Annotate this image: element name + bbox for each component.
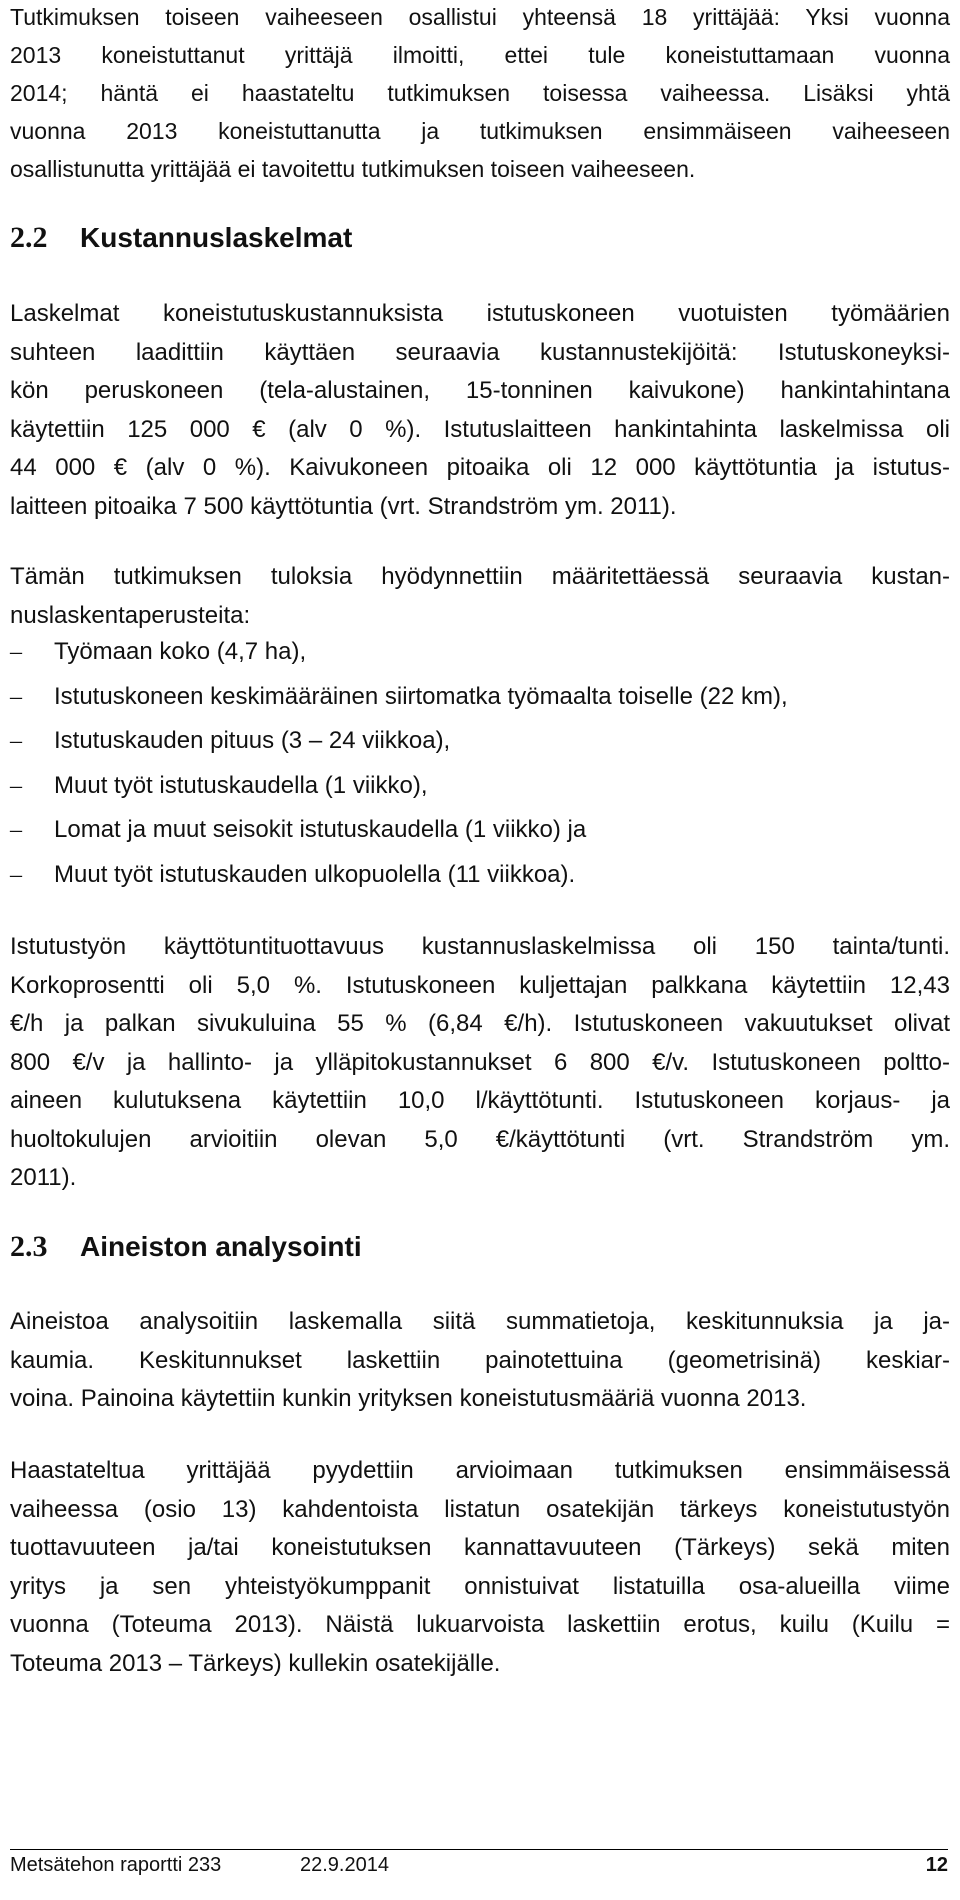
text-line: aineen kulutuksena käytettiin 10,0 l/käyttötunti. Istutuskoneen korjaus- ja	[10, 1087, 950, 1114]
text-line: nuslaskentaperusteita:	[10, 601, 251, 629]
list-item	[10, 856, 950, 901]
intro-paragraph	[10, 0, 950, 188]
text-line: 44 000 € (alv 0 %). Kaivukoneen pitoaika oli 12 000 käyttötuntia ja istutus-	[10, 454, 950, 481]
text-line: laitteen pitoaika 7 500 käyttötuntia (vrt. Strandström ym. 2011).	[10, 492, 677, 520]
text-line: vuonna (Toteuma 2013). Näistä lukuarvoista laskettiin erotus, kuilu (Kuilu =	[10, 1611, 950, 1638]
list-item-text: Istutuskauden pituus (3 – 24 viikkoa),	[54, 727, 451, 754]
section-number: 2.3	[10, 1230, 48, 1263]
report-title: Metsätehon raportti 233	[10, 1854, 222, 1876]
text-line: vuonna 2013 koneistuttanutta ja tutkimuksen ensimmäiseen vaiheeseen	[10, 118, 950, 144]
page-number: 12	[925, 1854, 948, 1876]
text-line: Tutkimuksen toiseen vaiheeseen osallistui yhteensä 18 yrittäjää: Yksi vuonna	[10, 4, 950, 30]
text-line: Laskelmat koneistutuskustannuksista istutuskoneen vuotuisten työmäärien	[10, 300, 950, 327]
text-line: 2014; häntä ei haastateltu tutkimuksen toisessa vaiheessa. Lisäksi yhtä	[10, 80, 950, 106]
dash-bullet: –	[10, 817, 22, 843]
text-line: 2011).	[10, 1164, 77, 1191]
text-line: Haastateltua yrittäjää pyydettiin arvioimaan tutkimuksen ensimmäisessä	[10, 1457, 950, 1484]
text-line: vaiheessa (osio 13) kahdentoista listatun osatekijän tärkeys koneistutustyön	[10, 1495, 950, 1523]
text-line: kön peruskoneen (tela-alustainen, 15-tonninen kaivukone) hankintahintana	[10, 377, 950, 404]
dash-bullet: –	[10, 639, 22, 665]
footer-divider	[10, 1849, 948, 1850]
section-heading-2-3	[10, 1230, 362, 1264]
calculation-basis-list	[10, 633, 950, 900]
list-item-text: Muut työt istutuskauden ulkopuolella (11 viikkoa).	[54, 860, 576, 888]
dash-bullet: –	[10, 683, 22, 710]
list-item-text: Työmaan koko (4,7 ha),	[54, 638, 307, 665]
page-footer	[10, 1854, 389, 1877]
list-item	[10, 767, 950, 812]
productivity-paragraph	[10, 928, 950, 1198]
dash-bullet: –	[10, 772, 22, 799]
interview-paragraph	[10, 1452, 950, 1683]
section-number: 2.2	[10, 221, 48, 254]
text-line: tuottavuuteen ja/tai koneistutuksen kannattavuuteen (Tärkeys) sekä miten	[10, 1534, 950, 1561]
dash-bullet: –	[10, 728, 22, 754]
section-heading-2-2	[10, 221, 352, 255]
text-line: voina. Painoina käytettiin kunkin yrityksen koneistutusmääriä vuonna 2013.	[10, 1385, 807, 1412]
section-title: Kustannuslaskelmat	[80, 222, 353, 253]
text-line: Aineistoa analysoitiin laskemalla siitä summatietoja, keskitunnuksia ja ja-	[10, 1308, 950, 1335]
text-line: käytettiin 125 000 € (alv 0 %). Istutuslaitteen hankintahinta laskelmissa oli	[10, 415, 950, 443]
calculation-basis-paragraph	[10, 558, 950, 635]
list-item	[10, 678, 950, 723]
text-line: kaumia. Keskitunnukset laskettiin painotettuina (geometrisinä) keskiar-	[10, 1346, 950, 1374]
text-line: suhteen laadittiin käyttäen seuraavia kustannustekijöitä: Istutuskoneyksi-	[10, 338, 950, 366]
list-item	[10, 633, 950, 678]
text-line: 2013 koneistuttanut yrittäjä ilmoitti, ettei tule koneistuttamaan vuonna	[10, 42, 950, 68]
list-item-text: Lomat ja muut seisokit istutuskaudella (1 viikko) ja	[54, 816, 587, 843]
text-line: €/h ja palkan sivukuluina 55 % (6,84 €/h). Istutuskoneen vakuutukset olivat	[10, 1010, 950, 1037]
list-item	[10, 811, 950, 856]
section-title: Aineiston analysointi	[80, 1231, 362, 1262]
dash-bullet: –	[10, 861, 22, 888]
text-line: Istutustyön käyttötuntituottavuus kustannuslaskelmissa oli 150 tainta/tunti.	[10, 933, 950, 960]
report-date: 22.9.2014	[300, 1854, 389, 1876]
text-line: yritys ja sen yhteistyökumppanit onnistuivat listatuilla osa-alueilla viime	[10, 1572, 950, 1600]
text-line: Tämän tutkimuksen tuloksia hyödynnettiin määritettäessä seuraavia kustan-	[10, 563, 950, 590]
list-item-text: Muut työt istutuskaudella (1 viikko),	[54, 771, 428, 799]
text-line: huoltokulujen arvioitiin olevan 5,0 €/käyttötunti (vrt. Strandström ym.	[10, 1125, 950, 1153]
text-line: Korkoprosentti oli 5,0 %. Istutuskoneen kuljettajan palkkana käytettiin 12,43	[10, 971, 950, 999]
analysis-paragraph	[10, 1303, 950, 1419]
cost-factors-paragraph	[10, 295, 950, 526]
list-item-text: Istutuskoneen keskimääräinen siirtomatka työmaalta toiselle (22 km),	[54, 682, 788, 710]
list-item	[10, 722, 950, 767]
text-line: 800 €/v ja hallinto- ja ylläpitokustannukset 6 800 €/v. Istutuskoneen poltto-	[10, 1048, 950, 1076]
text-line: Toteuma 2013 – Tärkeys) kullekin osatekijälle.	[10, 1649, 501, 1677]
text-line: osallistunutta yrittäjää ei tavoitettu tutkimuksen toiseen vaiheeseen.	[10, 156, 696, 182]
